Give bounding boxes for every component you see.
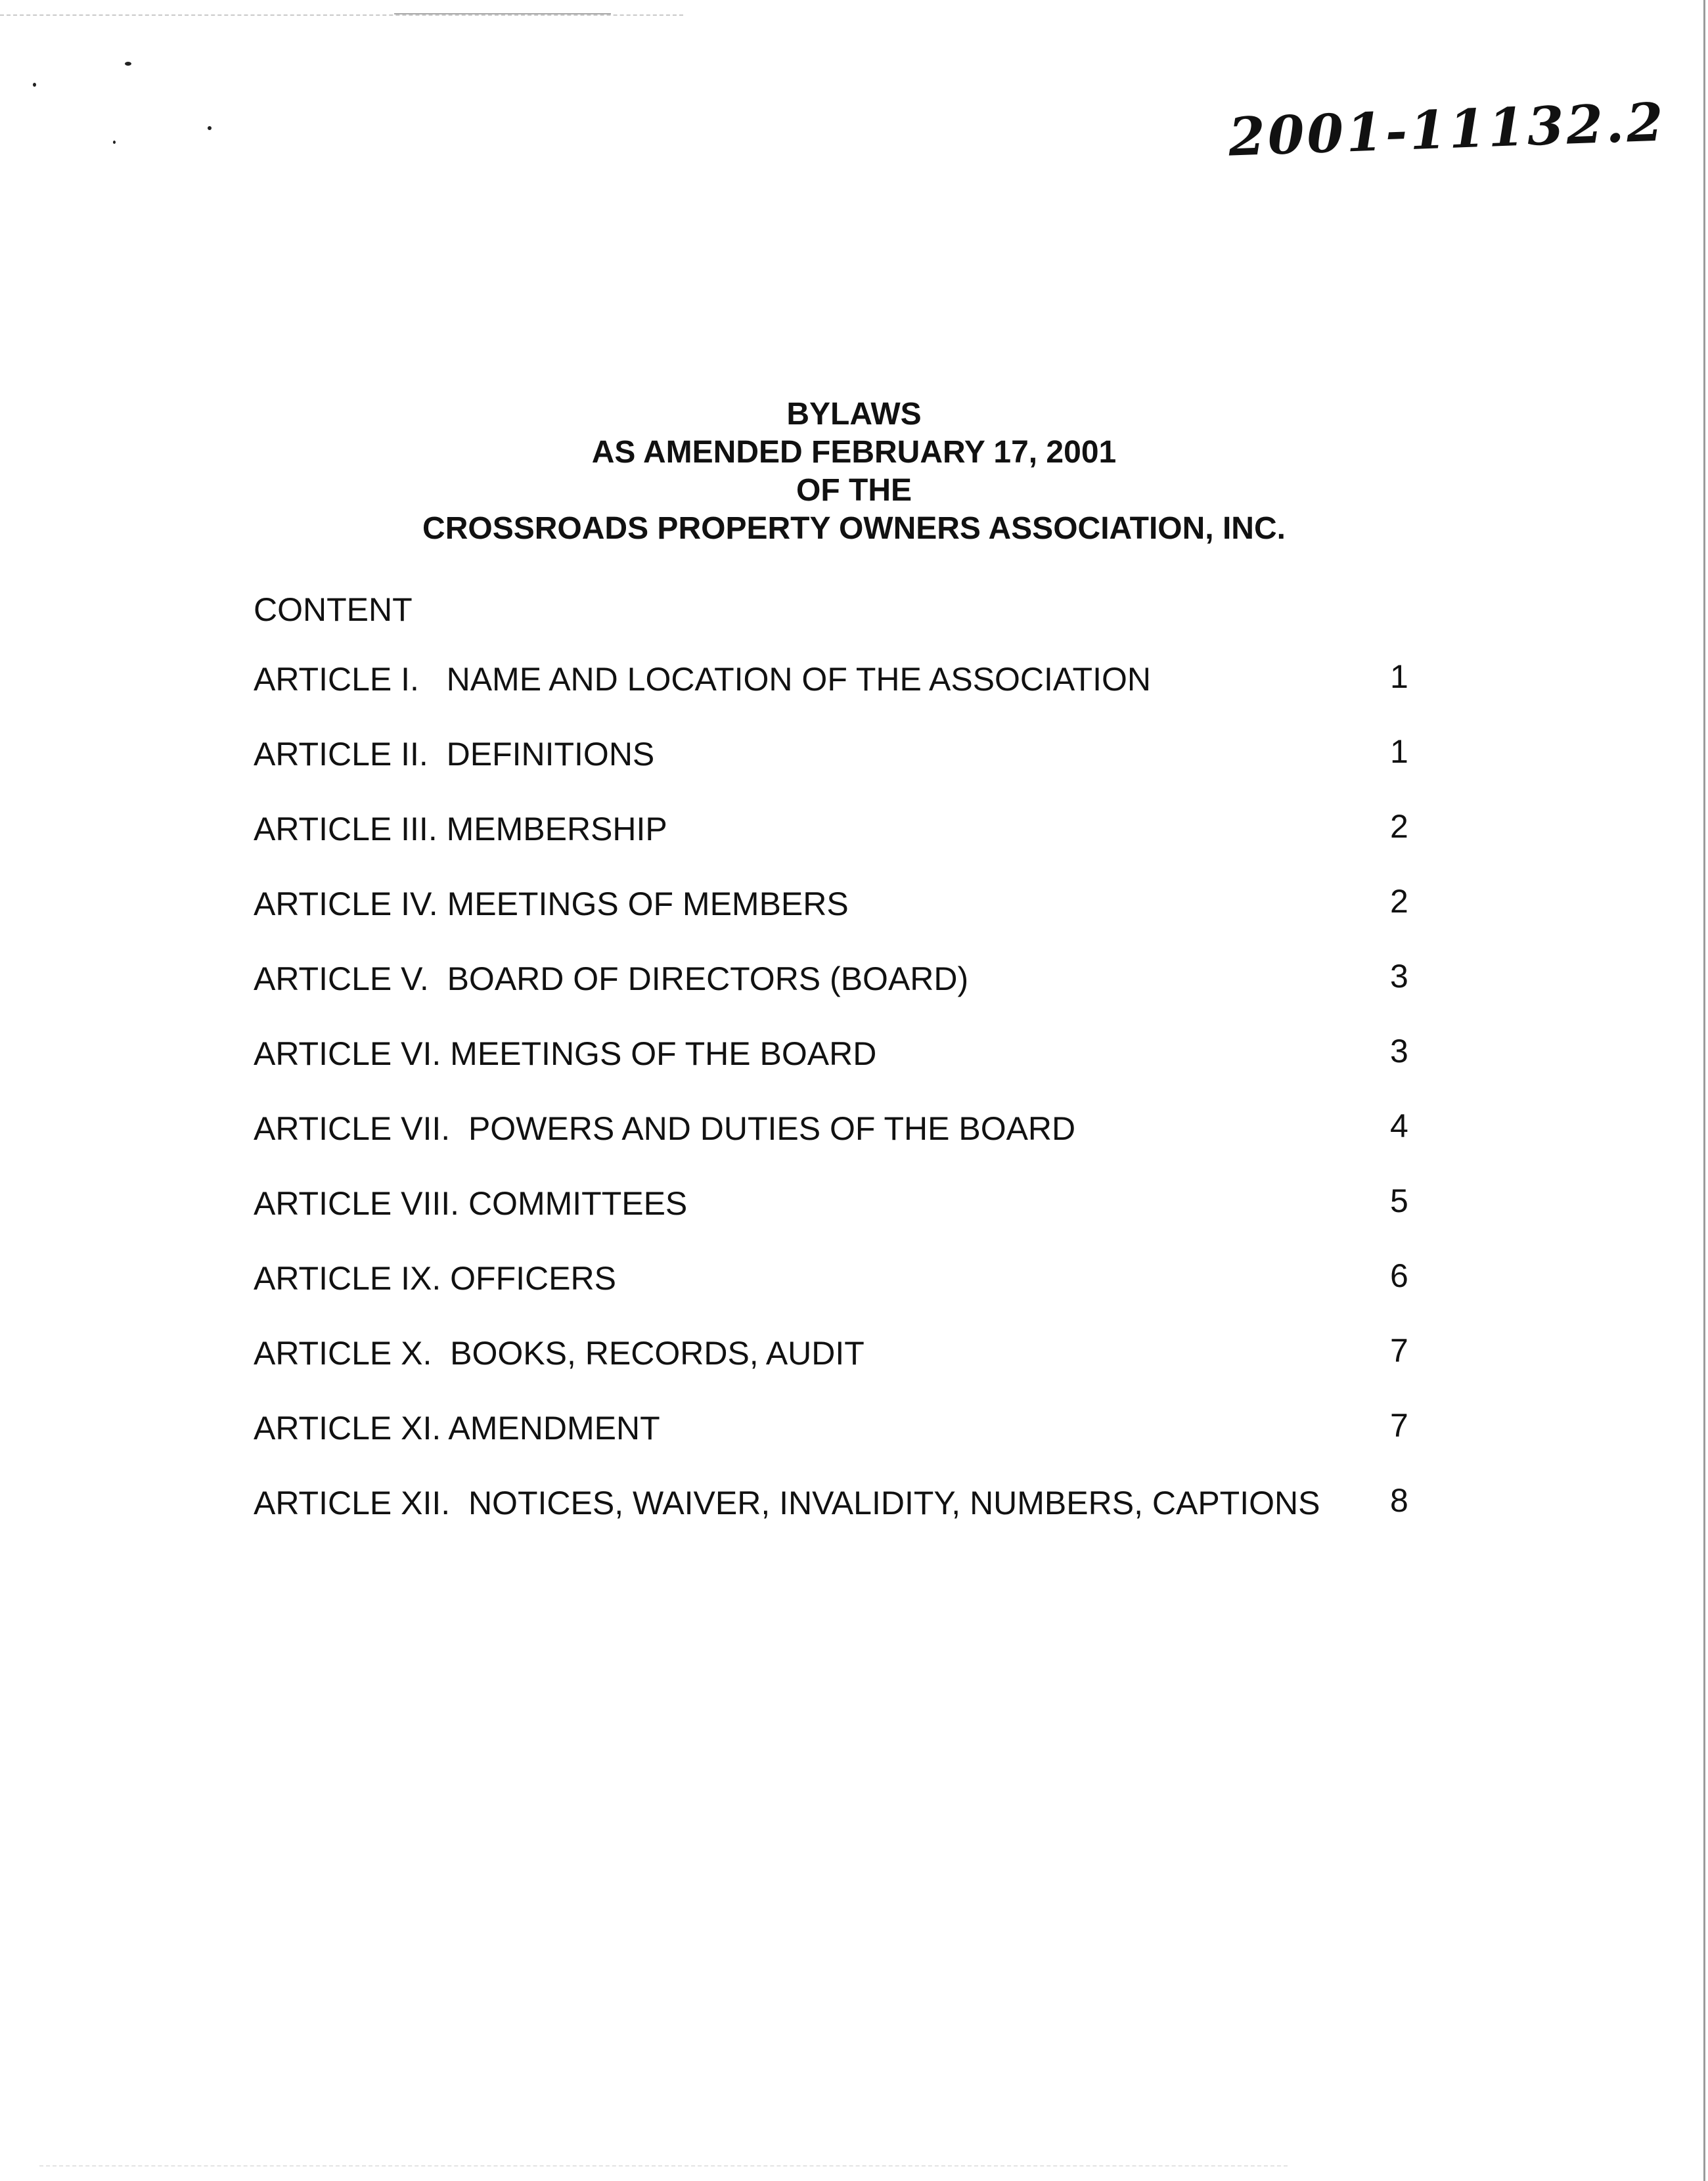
- content-label: CONTENT: [254, 591, 413, 628]
- scan-artifact-top-dashes: [0, 14, 683, 16]
- scan-artifact-bottom-dashes: [39, 2165, 1288, 2167]
- toc-article-title: ARTICLE IX. OFFICERS: [254, 1260, 616, 1297]
- toc-page-number: 8: [1390, 1482, 1408, 1519]
- toc-row: [254, 1334, 1436, 1408]
- scan-speck: [33, 83, 36, 87]
- toc-page-number: 1: [1390, 733, 1408, 770]
- toc-article-title: ARTICLE VI. MEETINGS OF THE BOARD: [254, 1035, 877, 1072]
- toc-page-number: 4: [1390, 1108, 1408, 1144]
- toc-article-title: ARTICLE IV. MEETINGS OF MEMBERS: [254, 886, 849, 922]
- toc-row: [254, 660, 1436, 734]
- toc-article-title: ARTICLE XII. NOTICES, WAIVER, INVALIDITY, NUMBERS, CAPTIONS: [254, 1485, 1320, 1521]
- toc-page-number: 7: [1390, 1407, 1408, 1444]
- scan-speck: [208, 126, 212, 130]
- scan-speck: [113, 141, 116, 144]
- scan-artifact-right-edge: [1703, 0, 1705, 2181]
- toc-article-title: ARTICLE X. BOOKS, RECORDS, AUDIT: [254, 1335, 865, 1372]
- toc-row: [254, 884, 1436, 959]
- toc-page-number: 7: [1390, 1332, 1408, 1369]
- toc-row: [254, 959, 1436, 1034]
- toc-article-title: ARTICLE I. NAME AND LOCATION OF THE ASSOCIATION: [254, 661, 1151, 698]
- toc-row: [254, 1034, 1436, 1109]
- handwritten-file-number: 2001-11132.2: [1227, 91, 1667, 168]
- toc-article-title: ARTICLE V. BOARD OF DIRECTORS (BOARD): [254, 960, 969, 997]
- scan-speck: [125, 62, 131, 66]
- heading-of-the: OF THE: [796, 473, 912, 508]
- heading-association-name: CROSSROADS PROPERTY OWNERS ASSOCIATION, INC.: [422, 511, 1286, 546]
- toc-row: [254, 1259, 1436, 1334]
- toc-row: [254, 734, 1436, 809]
- toc-row: [254, 1184, 1436, 1259]
- toc-page-number: 2: [1390, 808, 1408, 845]
- toc-page-number: 1: [1390, 658, 1408, 695]
- toc-page-number: 6: [1390, 1257, 1408, 1294]
- toc-page-number: 3: [1390, 958, 1408, 995]
- toc-row: [254, 809, 1436, 884]
- document-heading: [0, 395, 1708, 548]
- toc-row: [254, 1109, 1436, 1184]
- scan-artifact-top-line: [394, 13, 611, 14]
- toc-page-number: 5: [1390, 1182, 1408, 1219]
- toc-article-title: ARTICLE III. MEMBERSHIP: [254, 811, 667, 847]
- toc-page-number: 3: [1390, 1033, 1408, 1069]
- toc-row: [254, 1483, 1436, 1558]
- toc-page-number: 2: [1390, 883, 1408, 920]
- heading-amended-date: AS AMENDED FEBRUARY 17, 2001: [591, 435, 1117, 470]
- toc-article-title: ARTICLE VIII. COMMITTEES: [254, 1185, 688, 1222]
- toc-article-title: ARTICLE XI. AMENDMENT: [254, 1410, 660, 1447]
- toc-row: [254, 1408, 1436, 1483]
- toc-article-title: ARTICLE VII. POWERS AND DUTIES OF THE BOARD: [254, 1110, 1076, 1147]
- toc-article-title: ARTICLE II. DEFINITIONS: [254, 736, 655, 773]
- table-of-contents: [254, 660, 1436, 1558]
- heading-title: BYLAWS: [786, 397, 922, 432]
